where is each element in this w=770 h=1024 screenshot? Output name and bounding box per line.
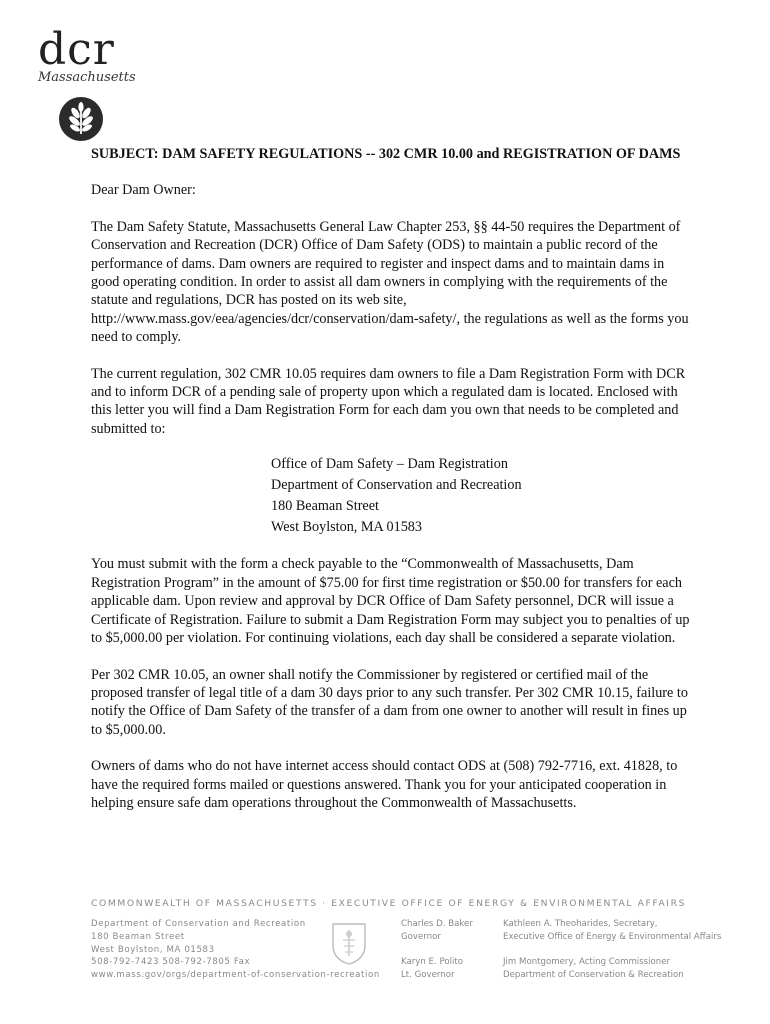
letter-body: [91, 145, 691, 830]
footer-secretariat-block: [503, 918, 721, 982]
footer-secretary-office: Executive Office of Energy & Environmental Affairs: [503, 931, 722, 942]
letter-footer: [91, 898, 741, 981]
leaf-emblem-icon: [58, 96, 104, 142]
address-line-office: Office of Dam Safety – Dam Registration: [271, 456, 508, 473]
letter-subject: SUBJECT: DAM SAFETY REGULATIONS -- 302 CMR 10.00 and REGISTRATION OF DAMS: [91, 146, 681, 162]
footer-commissioner-dept: Department of Conservation & Recreation: [503, 970, 684, 981]
massachusetts-seal-icon: [329, 920, 369, 966]
footer-commissioner-name: Jim Montgomery, Acting Commissioner: [503, 957, 671, 968]
mailing-address: [271, 454, 691, 537]
paragraph-regulation: The current regulation, 302 CMR 10.05 requires dam owners to file a Dam Registration Form with DCR and to inform DCR of a pending sale of property upon which a regulated dam is located. Enclosed with this letter you will find a Dam Registration Form for each dam you own that needs to be completed and submitted to:: [91, 365, 686, 437]
address-line-street: 180 Beaman Street: [271, 497, 379, 514]
address-line-department: Department of Conservation and Recreation: [271, 477, 522, 494]
footer-officials-block: [401, 918, 473, 982]
dcr-logo-subtitle: Massachusetts: [38, 70, 136, 85]
paragraph-payment: You must submit with the form a check payable to the “Commonwealth of Massachusetts, Dam Registration Program” in the amount of $75.00 for first time registration or $50.00 for transfers for each applicable dam. Upon review and approval by DCR Office of Dam Safety personnel, DCR will issue a Certificate of Registration. Failure to submit a Dam Registration Form may subject you to penalties of up to $5,000.00 per violation. For continuing violations, each day shall be considered a separate violation.: [91, 556, 690, 647]
paragraph-statute: The Dam Safety Statute, Massachusetts General Law Chapter 253, §§ 44-50 requires the Department of Conservation and Recreation (DCR) Office of Dam Safety (ODS) to maintain a public record of the performance of dams. Dam owners are required to register and inspect dams and to maintain dams in good operating condition. In order to assist all dam owners in complying with the requirements of the statute and regulations, DCR has posted on its web site, http://www.mass.gov/eea/agencies/dcr/conservation/dam-safety/, the regulations as well as the forms you need to comply.: [91, 218, 689, 346]
footer-city: West Boylston, MA 01583: [91, 944, 215, 955]
footer-governor-title: Governor: [401, 931, 441, 942]
footer-governor-name: Charles D. Baker: [401, 919, 473, 929]
paragraph-transfer: Per 302 CMR 10.05, an owner shall notify the Commissioner by registered or certified mail of the proposed transfer of legal title of a dam 30 days prior to any such transfer. Per 302 CMR 10.15, failure to notify the Office of Dam Safety of the transfer of a dam from one owner to another will result in fines up to $5,000.00.: [91, 666, 688, 738]
footer-secretary-name: Kathleen A. Theoharides, Secretary,: [503, 919, 658, 929]
footer-dept-name: Department of Conservation and Recreation: [91, 919, 306, 929]
footer-lt-governor-title: Lt. Governor: [401, 970, 455, 981]
address-line-city: West Boylston, MA 01583: [271, 518, 422, 535]
salutation: Dear Dam Owner:: [91, 182, 196, 199]
footer-lt-governor-name: Karyn E. Polito: [401, 957, 463, 968]
paragraph-contact: Owners of dams who do not have internet access should contact ODS at (508) 792-7716, ext. 41828, to have the required forms mailed or questions answered. Thank you for your anticipated cooperation in helping ensure safe dam operations throughout the Commonwealth of Massachusetts.: [91, 758, 678, 811]
footer-website: www.mass.gov/orgs/department-of-conservation-recreation: [91, 970, 380, 981]
footer-phone-fax: 508-792-7423 508-792-7805 Fax: [91, 957, 251, 968]
footer-banner: COMMONWEALTH OF MASSACHUSETTS · EXECUTIVE OFFICE OF ENERGY & ENVIRONMENTAL AFFAIRS: [91, 898, 687, 909]
dcr-logo-text: dcr: [38, 24, 115, 75]
footer-street: 180 Beaman Street: [91, 931, 185, 942]
